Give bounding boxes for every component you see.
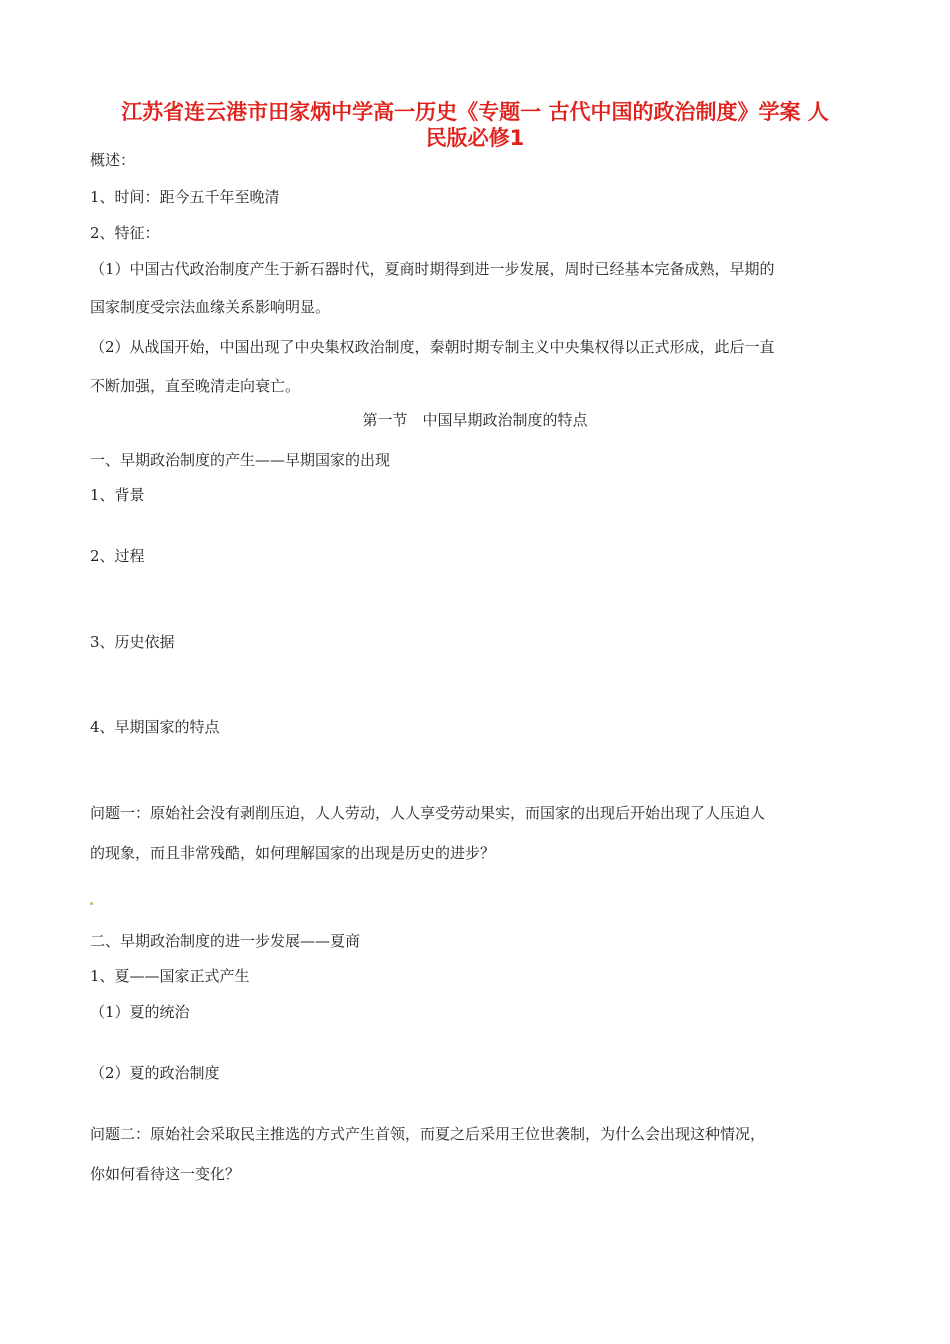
question-2-line-2: 你如何看待这一变化？: [90, 1165, 241, 1183]
question-1-line-1: 问题一：原始社会没有剥削压迫，人人劳动，人人享受劳动果实，而国家的出现后开始出现了人压迫人: [90, 804, 766, 822]
stray-mark: [90, 902, 93, 905]
feature-1-line-1: （1）中国古代政治制度产生于新石器时代，夏商时期得到进一步发展，周时已经基本完备成熟，早期的: [90, 260, 775, 278]
overview-features-label: 2、特征：: [90, 224, 160, 242]
question-1-line-2: 的现象，而且非常残酷，如何理解国家的出现是历史的进步？: [90, 844, 496, 862]
xia-heading: 1、夏——国家正式产生: [90, 967, 250, 985]
question-2-line-1: 问题二：原始社会采取民主推选的方式产生首领，而夏之后采用王位世袭制，为什么会出现这种情况，: [90, 1125, 766, 1143]
feature-2-line-1: （2）从战国开始，中国出现了中央集权政治制度，秦朝时期专制主义中央集权得以正式形成，此后一直: [90, 338, 775, 356]
section-1-heading: 第一节 中国早期政治制度的特点: [362, 411, 588, 429]
overview-time: 1、时间：距今五千年至晚清: [90, 188, 280, 206]
document-title-line-2: 民版必修1: [425, 126, 525, 150]
part-2-heading: 二、早期政治制度的进一步发展——夏商: [90, 932, 361, 950]
feature-2-line-2: 不断加强，直至晚清走向衰亡。: [90, 377, 301, 395]
item-early-state-features: 4、早期国家的特点: [90, 718, 220, 736]
item-process: 2、过程: [90, 547, 145, 565]
feature-1-line-2: 国家制度受宗法血缘关系影响明显。: [90, 298, 331, 316]
document-title-line-1: 江苏省连云港市田家炳中学高一历史《专题一 古代中国的政治制度》学案 人: [121, 100, 829, 124]
xia-political-system: （2）夏的政治制度: [90, 1064, 220, 1082]
part-1-heading: 一、早期政治制度的产生——早期国家的出现: [90, 451, 391, 469]
item-background: 1、背景: [90, 486, 145, 504]
xia-rule: （1）夏的统治: [90, 1003, 190, 1021]
item-historical-evidence: 3、历史依据: [90, 633, 175, 651]
overview-label: 概述：: [90, 151, 136, 169]
